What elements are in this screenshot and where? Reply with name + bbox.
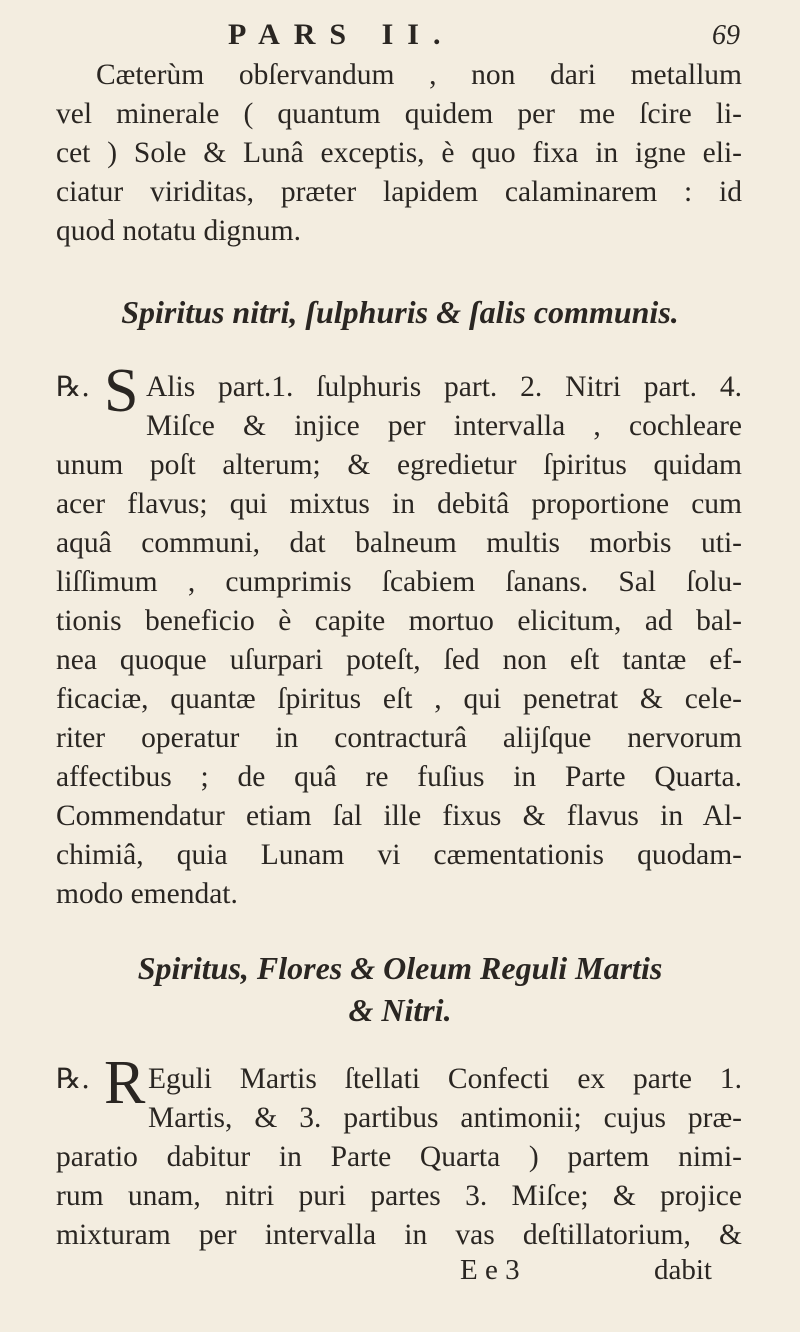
- drop-capital: R: [104, 1049, 146, 1117]
- text-line: ciatur viriditas, præter lapidem calaminarem : id: [56, 176, 742, 208]
- text-line: liſſimum , cumprimis ſcabiem ſanans. Sal ſolu-: [56, 566, 742, 598]
- text-line: paratio dabitur in Parte Quarta ) partem nimi-: [56, 1141, 742, 1173]
- text-line: rum unam, nitri puri partes 3. Miſce; & projice: [56, 1180, 742, 1212]
- recipe-body: [56, 1138, 742, 1255]
- recipe-body: [56, 446, 742, 914]
- text-line: modo emendat.: [56, 878, 238, 910]
- text-line: chimiâ, quia Lunam vi cæmentationis quodam-: [56, 839, 742, 871]
- section-heading: Spiritus, Flores & Oleum Reguli Martis: [137, 950, 663, 986]
- text-line: mixturam per intervalla in vas deſtillatorium, &: [56, 1219, 742, 1251]
- text-line: quod notatu dignum.: [56, 215, 302, 247]
- text-line: tionis beneficio è capite mortuo elicitum, ad bal-: [56, 605, 742, 637]
- text-line: Miſce & injice per intervalla , cochleare: [146, 410, 742, 442]
- text-line: Cæterùm obſervandum , non dari metallum: [96, 59, 742, 91]
- text-line: Eguli Martis ſtellati Confecti ex parte 1.: [148, 1063, 742, 1095]
- running-head: [0, 14, 800, 54]
- paragraph-intro: [56, 56, 742, 251]
- catchword: dabit: [654, 1254, 712, 1286]
- text-line: aquâ communi, dat balneum multis morbis uti-: [56, 527, 742, 559]
- text-line: affectibus ; de quâ re fuſius in Parte Quarta.: [56, 761, 742, 793]
- recipe-symbol: ℞.: [56, 370, 91, 403]
- section-heading-continued: & Nitri.: [348, 992, 452, 1028]
- text-line: nea quoque uſurpari poteſt, ſed non eſt tantæ ef-: [56, 644, 742, 676]
- text-line: Commendatur etiam ſal ille fixus & flavus in Al-: [56, 800, 742, 832]
- text-line: ficaciæ, quantæ ſpiritus eſt , qui penetrat & cele-: [56, 683, 742, 715]
- text-line: Martis, & 3. partibus antimonii; cujus præ-: [148, 1102, 742, 1134]
- section-heading: Spiritus nitri, ſulphuris & ſalis communis.: [121, 294, 679, 330]
- recipe-first-lines: [148, 1060, 742, 1138]
- signature-mark: E e 3: [460, 1254, 520, 1286]
- text-line: cet ) Sole & Lunâ exceptis, è quo fixa in igne eli-: [56, 137, 742, 169]
- page-number: 69: [712, 20, 740, 51]
- running-head-title: PARS II.: [228, 18, 455, 51]
- text-line: riter operatur in contracturâ alijſque nervorum: [56, 722, 742, 754]
- text-line: Alis part.1. ſulphuris part. 2. Nitri part. 4.: [146, 371, 742, 403]
- recipe-symbol: ℞.: [56, 1062, 91, 1095]
- text-line: vel minerale ( quantum quidem per me ſcire li-: [56, 98, 742, 130]
- recipe-first-lines: [146, 368, 742, 446]
- text-line: acer flavus; qui mixtus in debitâ proportione cum: [56, 488, 742, 520]
- text-line: unum poſt alterum; & egredietur ſpiritus quidam: [56, 449, 742, 481]
- drop-capital: S: [104, 357, 139, 425]
